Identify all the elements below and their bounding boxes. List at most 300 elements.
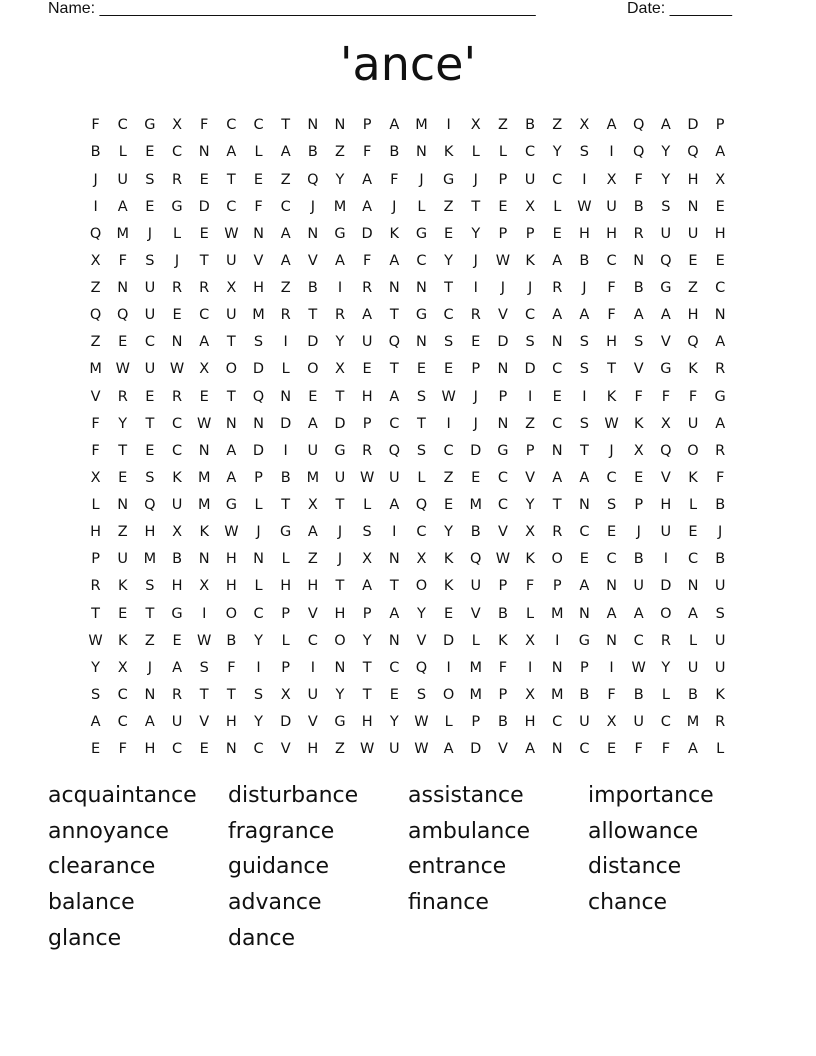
- grid-letter: T: [118, 442, 128, 459]
- grid-letter: U: [687, 225, 699, 242]
- grid-letter: C: [280, 198, 291, 215]
- grid-letter: U: [660, 225, 672, 242]
- grid-letter: P: [362, 415, 372, 432]
- grid-letter: B: [497, 605, 508, 622]
- grid-letter: U: [714, 659, 726, 676]
- grid-letter: C: [117, 714, 128, 731]
- grid-letter: A: [335, 252, 345, 269]
- grid-letter: R: [552, 524, 563, 541]
- grid-letter: Q: [687, 144, 699, 161]
- grid-letter: U: [579, 714, 590, 731]
- grid-letter: T: [145, 605, 155, 622]
- grid-letter: B: [497, 714, 508, 731]
- grid-letter: G: [415, 307, 428, 324]
- grid-letter: D: [497, 334, 509, 351]
- grid-letter: K: [715, 686, 725, 703]
- grid-letter: U: [524, 171, 536, 188]
- grid-letter: W: [88, 632, 103, 649]
- grid-letter: S: [416, 388, 427, 405]
- grid-letter: E: [199, 225, 209, 242]
- grid-letter: N: [578, 605, 590, 622]
- grid-letter: P: [525, 225, 535, 242]
- grid-letter: E: [172, 632, 182, 649]
- grid-letter: G: [144, 117, 156, 134]
- word-list-item: chance: [588, 890, 668, 916]
- grid-letter: C: [552, 171, 563, 188]
- grid-letter: P: [362, 605, 372, 622]
- grid-letter: A: [362, 171, 373, 188]
- grid-letter: Q: [144, 497, 156, 514]
- grid-letter: M: [550, 605, 564, 622]
- grid-letter: V: [497, 307, 508, 324]
- grid-letter: Q: [117, 307, 129, 324]
- grid-letter: Y: [661, 144, 671, 161]
- grid-letter: H: [280, 578, 292, 595]
- grid-letter: S: [145, 578, 155, 595]
- grid-letter: L: [254, 144, 263, 161]
- grid-letter: N: [497, 415, 509, 432]
- grid-letter: C: [389, 659, 400, 676]
- grid-letter: W: [359, 469, 375, 486]
- grid-letter: B: [633, 686, 644, 703]
- grid-letter: T: [389, 578, 399, 595]
- grid-letter: C: [606, 551, 617, 568]
- grid-letter: N: [253, 225, 264, 242]
- grid-letter: L: [118, 144, 127, 161]
- grid-letter: S: [199, 659, 209, 676]
- grid-letter: L: [661, 686, 670, 703]
- grid-letter: B: [579, 686, 590, 703]
- grid-letter: E: [253, 171, 264, 188]
- grid-letter: J: [419, 171, 424, 188]
- grid-letter: P: [498, 578, 508, 595]
- grid-letter: I: [283, 442, 288, 459]
- grid-letter: A: [660, 117, 671, 134]
- grid-letter: T: [308, 307, 318, 324]
- grid-letter: J: [147, 659, 153, 676]
- grid-letter: N: [307, 117, 319, 134]
- grid-letter: W: [604, 415, 619, 432]
- grid-letter: I: [609, 144, 614, 161]
- grid-letter: E: [389, 686, 399, 703]
- grid-letter: J: [256, 524, 261, 541]
- grid-letter: L: [281, 632, 290, 649]
- grid-letter: R: [660, 632, 671, 649]
- grid-letter: M: [252, 307, 265, 324]
- grid-letter: J: [582, 280, 587, 297]
- grid-letter: G: [578, 632, 591, 649]
- grid-letter: Q: [632, 117, 645, 134]
- grid-letter: X: [525, 686, 536, 703]
- grid-letter: A: [226, 144, 237, 161]
- grid-letter: J: [473, 171, 478, 188]
- grid-letter: S: [145, 469, 155, 486]
- grid-letter: B: [90, 144, 101, 161]
- grid-letter: F: [716, 469, 725, 486]
- grid-letter: W: [495, 252, 511, 269]
- grid-letter: M: [469, 659, 483, 676]
- grid-letter: E: [606, 741, 617, 758]
- word-list-item: dance: [228, 925, 296, 951]
- grid-letter: U: [388, 469, 400, 486]
- grid-letter: M: [197, 497, 211, 514]
- grid-letter: W: [197, 415, 212, 432]
- grid-letter: H: [687, 171, 699, 188]
- grid-letter: C: [226, 117, 237, 134]
- grid-letter: N: [253, 415, 264, 432]
- grid-letter: I: [527, 388, 533, 405]
- grid-letter: Y: [118, 415, 128, 432]
- grid-letter: G: [660, 361, 672, 378]
- grid-letter: L: [688, 497, 698, 514]
- grid-letter: A: [172, 659, 182, 676]
- grid-letter: H: [225, 551, 237, 568]
- grid-letter: K: [117, 578, 128, 595]
- grid-letter: T: [579, 442, 589, 459]
- grid-letter: C: [579, 524, 590, 541]
- grid-letter: C: [715, 280, 726, 297]
- grid-letter: F: [661, 388, 671, 405]
- grid-letter: Z: [335, 144, 345, 161]
- grid-letter: Z: [144, 632, 155, 649]
- grid-letter: Y: [525, 497, 535, 514]
- grid-letter: B: [715, 551, 726, 568]
- grid-letter: I: [609, 659, 614, 676]
- grid-letter: A: [362, 198, 373, 215]
- grid-letter: W: [414, 741, 429, 758]
- grid-letter: R: [633, 225, 644, 242]
- grid-letter: R: [117, 388, 128, 405]
- grid-letter: S: [444, 334, 454, 351]
- grid-letter: U: [226, 252, 237, 269]
- grid-letter: E: [498, 198, 508, 215]
- grid-letter: G: [171, 605, 183, 622]
- grid-letter: X: [362, 551, 373, 568]
- grid-letter: A: [226, 469, 237, 486]
- grid-letter: S: [362, 524, 372, 541]
- word-list-item: glance: [48, 925, 122, 951]
- grid-letter: X: [280, 686, 291, 703]
- grid-letter: A: [633, 307, 644, 324]
- grid-letter: Y: [661, 659, 671, 676]
- grid-letter: I: [582, 171, 587, 188]
- grid-letter: A: [199, 334, 210, 351]
- grid-letter: S: [90, 686, 101, 703]
- grid-letter: C: [497, 469, 508, 486]
- grid-letter: K: [172, 469, 182, 486]
- grid-letter: K: [199, 524, 209, 541]
- grid-letter: Q: [388, 442, 400, 459]
- grid-letter: E: [172, 307, 182, 324]
- grid-letter: N: [416, 280, 427, 297]
- grid-letter: Y: [444, 252, 454, 269]
- grid-letter: P: [471, 361, 481, 378]
- grid-letter: X: [307, 497, 318, 514]
- grid-letter: S: [579, 334, 589, 351]
- grid-letter: H: [361, 714, 373, 731]
- grid-letter: J: [473, 252, 478, 269]
- grid-letter: Q: [89, 307, 102, 324]
- grid-letter: R: [715, 714, 726, 731]
- grid-letter: H: [361, 388, 373, 405]
- grid-letter: H: [606, 334, 617, 351]
- grid-letter: D: [470, 442, 482, 459]
- grid-letter: N: [171, 334, 183, 351]
- grid-letter: C: [416, 524, 427, 541]
- grid-letter: B: [715, 497, 726, 514]
- grid-letter: D: [334, 415, 346, 432]
- grid-letter: J: [337, 551, 343, 568]
- grid-letter: C: [199, 307, 210, 324]
- grid-letter: G: [442, 171, 455, 188]
- grid-letter: T: [226, 171, 236, 188]
- grid-letter: J: [473, 415, 478, 432]
- grid-letter: N: [606, 632, 617, 649]
- word-list-item: distance: [588, 854, 682, 880]
- grid-letter: H: [225, 578, 237, 595]
- grid-letter: L: [417, 198, 426, 215]
- grid-letter: Z: [307, 551, 318, 568]
- grid-letter: F: [227, 659, 236, 676]
- grid-letter: R: [172, 171, 183, 188]
- grid-letter: A: [389, 252, 400, 269]
- grid-letter: N: [198, 551, 210, 568]
- grid-letter: S: [579, 144, 589, 161]
- grid-letter: V: [497, 741, 508, 758]
- grid-letter: R: [199, 280, 210, 297]
- grid-letter: O: [307, 361, 319, 378]
- grid-letter: Q: [252, 388, 265, 405]
- grid-letter: A: [389, 388, 400, 405]
- grid-letter: V: [660, 469, 671, 486]
- grid-letter: I: [93, 198, 98, 215]
- grid-letter: D: [252, 361, 265, 378]
- grid-letter: Z: [335, 741, 345, 758]
- grid-letter: F: [688, 388, 698, 405]
- grid-letter: N: [117, 497, 129, 514]
- grid-letter: K: [117, 632, 128, 649]
- grid-letter: A: [606, 605, 617, 622]
- grid-letter: L: [173, 225, 182, 242]
- grid-letter: T: [362, 659, 372, 676]
- grid-letter: O: [660, 605, 672, 622]
- grid-letter: H: [171, 578, 183, 595]
- grid-letter: Q: [307, 171, 319, 188]
- grid-letter: J: [609, 442, 614, 459]
- grid-letter: L: [281, 361, 290, 378]
- grid-letter: E: [199, 388, 209, 405]
- grid-letter: C: [443, 442, 454, 459]
- grid-letter: C: [606, 469, 617, 486]
- grid-letter: F: [390, 171, 399, 188]
- word-list-item: guidance: [228, 854, 330, 880]
- grid-letter: E: [308, 388, 318, 405]
- grid-letter: H: [90, 524, 102, 541]
- grid-letter: A: [633, 605, 644, 622]
- grid-letter: M: [333, 198, 347, 215]
- grid-letter: M: [469, 686, 483, 703]
- grid-letter: B: [688, 686, 698, 703]
- grid-letter: Y: [254, 632, 263, 649]
- grid-letter: L: [281, 551, 290, 568]
- grid-letter: T: [226, 388, 236, 405]
- word-list-item: balance: [48, 890, 135, 916]
- grid-letter: J: [473, 388, 478, 405]
- grid-letter: D: [443, 632, 455, 649]
- grid-letter: C: [171, 415, 183, 432]
- grid-letter: T: [389, 307, 399, 324]
- grid-letter: E: [606, 524, 617, 541]
- grid-letter: E: [90, 741, 101, 758]
- grid-letter: S: [606, 497, 617, 514]
- grid-letter: E: [145, 144, 155, 161]
- grid-letter: D: [687, 117, 699, 134]
- grid-letter: U: [687, 659, 699, 676]
- grid-letter: X: [199, 578, 210, 595]
- grid-letter: U: [226, 307, 237, 324]
- grid-letter: Y: [335, 171, 345, 188]
- grid-letter: S: [145, 252, 155, 269]
- grid-letter: D: [198, 198, 210, 215]
- grid-letter: R: [334, 307, 346, 324]
- grid-letter: F: [91, 442, 100, 459]
- grid-letter: P: [552, 578, 562, 595]
- grid-letter: S: [634, 334, 644, 351]
- grid-letter: P: [471, 714, 481, 731]
- grid-letter: F: [634, 171, 643, 188]
- grid-letter: Y: [552, 144, 562, 161]
- grid-letter: E: [634, 469, 644, 486]
- grid-letter: H: [144, 741, 156, 758]
- grid-letter: A: [688, 605, 698, 622]
- grid-letter: G: [225, 497, 237, 514]
- grid-letter: F: [634, 388, 643, 405]
- grid-letter: E: [552, 388, 562, 405]
- grid-letter: F: [200, 117, 209, 134]
- grid-letter: J: [500, 280, 506, 297]
- grid-letter: V: [307, 252, 318, 269]
- grid-letter: U: [633, 714, 645, 731]
- grid-letter: X: [199, 361, 210, 378]
- grid-letter: C: [606, 252, 617, 269]
- grid-letter: I: [446, 415, 451, 432]
- grid-letter: B: [525, 117, 536, 134]
- grid-letter: U: [687, 415, 699, 432]
- grid-letter: C: [389, 415, 400, 432]
- grid-letter: J: [147, 225, 153, 242]
- grid-letter: C: [226, 198, 237, 215]
- grid-letter: S: [579, 415, 589, 432]
- grid-letter: U: [334, 469, 346, 486]
- grid-letter: T: [281, 117, 291, 134]
- grid-letter: X: [90, 252, 101, 269]
- grid-letter: R: [172, 280, 183, 297]
- grid-letter: U: [117, 551, 129, 568]
- grid-letter: K: [443, 144, 454, 161]
- grid-letter: N: [144, 686, 156, 703]
- grid-letter: G: [497, 442, 509, 459]
- grid-letter: U: [714, 578, 726, 595]
- grid-letter: Q: [388, 334, 400, 351]
- grid-letter: J: [392, 198, 397, 215]
- grid-letter: Q: [660, 442, 672, 459]
- grid-letter: Z: [497, 117, 508, 134]
- word-list-item: entrance: [408, 854, 507, 880]
- grid-letter: U: [307, 686, 319, 703]
- grid-letter: A: [688, 741, 698, 758]
- grid-letter: W: [224, 225, 239, 242]
- grid-letter: D: [524, 361, 536, 378]
- grid-letter: N: [687, 198, 699, 215]
- grid-letter: I: [256, 659, 261, 676]
- grid-letter: P: [91, 551, 100, 568]
- grid-letter: C: [117, 686, 128, 703]
- grid-letter: Y: [417, 605, 426, 622]
- grid-letter: G: [334, 225, 346, 242]
- grid-letter: H: [687, 307, 699, 324]
- grid-letter: B: [226, 632, 237, 649]
- grid-letter: U: [307, 442, 319, 459]
- grid-letter: U: [144, 280, 156, 297]
- grid-letter: W: [577, 198, 592, 215]
- grid-letter: O: [334, 632, 346, 649]
- grid-letter: Z: [443, 198, 454, 215]
- grid-letter: E: [715, 198, 725, 215]
- grid-letter: V: [253, 252, 264, 269]
- grid-letter: F: [91, 117, 100, 134]
- grid-letter: B: [579, 252, 590, 269]
- grid-letter: M: [89, 361, 102, 378]
- grid-letter: X: [715, 171, 726, 188]
- grid-letter: R: [90, 578, 101, 595]
- grid-letter: I: [310, 659, 315, 676]
- grid-letter: T: [335, 497, 345, 514]
- grid-letter: I: [527, 659, 533, 676]
- grid-letter: T: [281, 497, 291, 514]
- grid-letter: A: [280, 225, 291, 242]
- grid-letter: V: [633, 361, 644, 378]
- grid-letter: A: [362, 578, 373, 595]
- grid-letter: I: [473, 280, 478, 297]
- grid-letter: C: [552, 714, 563, 731]
- grid-letter: L: [417, 469, 426, 486]
- grid-letter: C: [443, 307, 454, 324]
- grid-letter: Q: [415, 659, 428, 676]
- grid-letter: A: [389, 605, 400, 622]
- grid-letter: E: [145, 198, 155, 215]
- grid-letter: A: [660, 307, 671, 324]
- grid-letter: J: [636, 524, 641, 541]
- grid-letter: F: [498, 659, 508, 676]
- grid-letter: C: [117, 117, 128, 134]
- grid-letter: A: [307, 524, 318, 541]
- grid-letter: L: [688, 632, 698, 649]
- grid-letter: M: [197, 469, 211, 486]
- grid-letter: P: [580, 659, 589, 676]
- grid-letter: E: [444, 361, 454, 378]
- grid-letter: A: [307, 415, 318, 432]
- grid-letter: B: [307, 280, 318, 297]
- grid-letter: Y: [471, 225, 481, 242]
- grid-letter: L: [716, 741, 725, 758]
- grid-letter: E: [471, 469, 481, 486]
- grid-letter: L: [526, 605, 535, 622]
- grid-letter: S: [253, 334, 264, 351]
- grid-letter: T: [362, 686, 372, 703]
- grid-letter: L: [254, 578, 263, 595]
- grid-letter: N: [687, 578, 699, 595]
- grid-letter: X: [606, 714, 617, 731]
